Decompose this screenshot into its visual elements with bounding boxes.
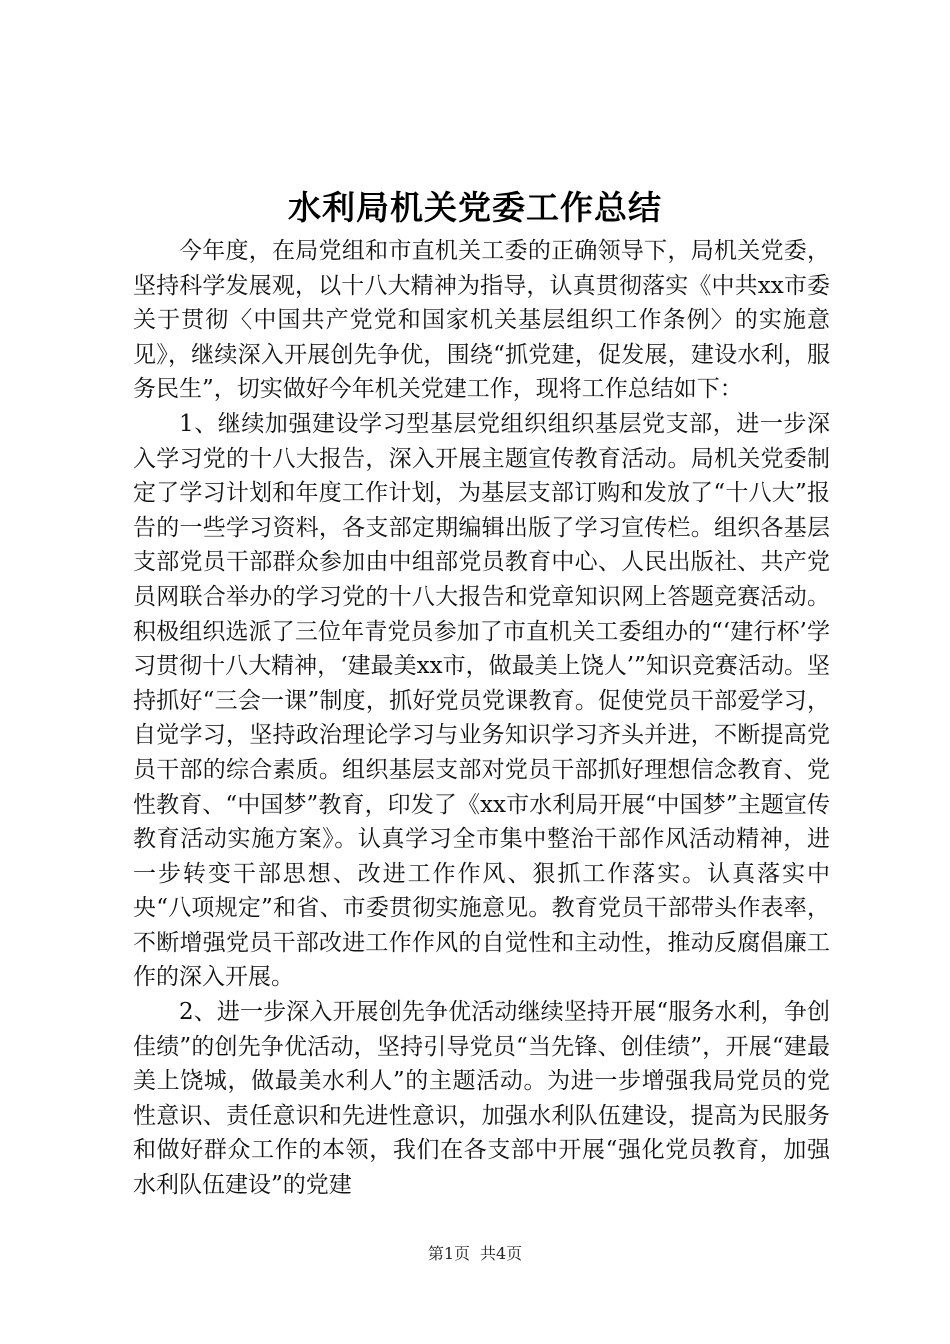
page-footer [0,1243,950,1265]
page-number: 第1页 [427,1244,470,1263]
document-title: 水利局机关党委工作总结 [288,188,662,227]
document-body [133,234,830,1203]
paragraph-section-2: 2、进一步深入开展创先争优活动继续坚持开展“服务水利，争创佳绩”的创先争优活动，坚持引导党员“当先锋、创佳绩”，开展“建最美上饶城，做最美水利人”的主题活动。为进一步增强我局党员的党性意识、责任意识和先进性意识，加强水利队伍建设，提高为民服务和做好群众工作的本领，我们在各支部中开展“强化党员教育，加强水利队伍建设”的党建 [133,999,830,1199]
page-total: 共4页 [480,1244,523,1263]
paragraph-intro: 今年度，在局党组和市直机关工委的正确领导下，局机关党委，坚持科学发展观，以十八大精神为指导，认真贯彻落实《中共xx市委关于贯彻〈中国共产党党和国家机关基层组织工作条例〉的实施意见》，继续深入开展创先争优，围绕“抓党建，促发展，建设水利，服务民生”，切实做好今年机关党建工作，现将工作总结如下： [133,238,830,403]
paragraph-section-1: 1、继续加强建设学习型基层党组织组织基层党支部，进一步深入学习党的十八大报告，深入开展主题宣传教育活动。局机关党委制定了学习计划和年度工作计划，为基层支部订购和发放了“十八大”报告的一些学习资料，各支部定期编辑出版了学习宣传栏。组织各基层支部党员干部群众参加由中组部党员教育中心、人民出版社、共产党员网联合举办的学习党的十八大报告和党章知识网上答题竞赛活动。积极组织选派了三位年青党员参加了市直机关工委组办的“‘建行杯’学习贯彻十八大精神，‘建最美xx市，做最美上饶人’”知识竞赛活动。坚持抓好“三会一课”制度，抓好党员党课教育。促使党员干部爱学习，自觉学习，坚持政治理论学习与业务知识学习齐头并进，不断提高党员干部的综合素质。组织基层支部对党员干部抓好理想信念教育、党性教育、“中国梦”教育，印发了《xx市水利局开展“中国梦”主题宣传教育活动实施方案》。认真学习全市集中整治干部作风活动精神，进一步转变干部思想、改进工作作风、狠抓工作落实。认真落实中央“八项规定”和省、市委贯彻实施意见。教育党员干部带头作表率，不断增强党员干部改进工作作风的自觉性和主动性，推动反腐倡廉工作的深入开展。 [133,410,830,991]
